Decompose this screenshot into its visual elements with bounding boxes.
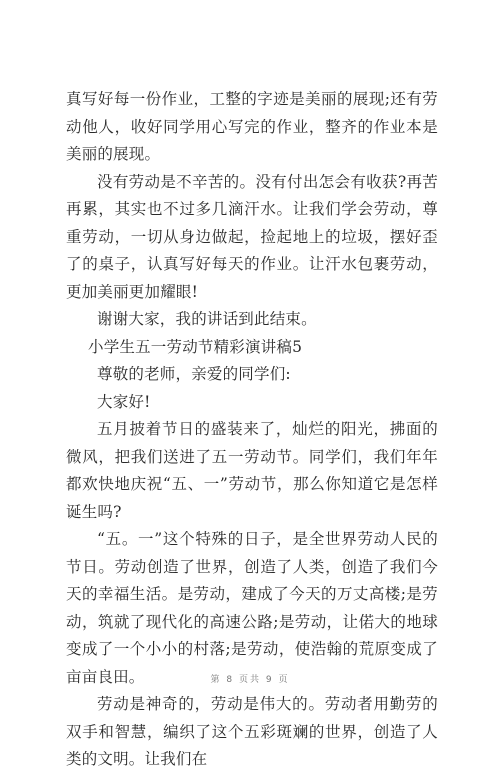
paragraph-8: “五。一”这个特殊的日子，是全世界劳动人民的节日。劳动创造了世界，创造了人类，创造了我们今天的幸福生活。是劳动，建成了今天的万丈高楼;是劳动，筑就了现代化的高速公路;是劳动，让偌大的地球变成了一个小小的村落;是劳动，使浩翰的荒原变成了亩亩良田。 [66,530,438,686]
section-title: 小学生五一劳动节精彩演讲稿5 [88,337,303,356]
greeting: 大家好! [97,392,151,411]
page-number-footer: 第 8 页共 9 页 [210,675,290,685]
paragraph-7: 五月披着节日的盛装来了，灿烂的阳光，拂面的微风，把我们送进了五一劳动节。同学们，我们年年都欢快地庆祝“五、一”劳动节，那么你知道它是怎样诞生吗? [66,420,438,521]
paragraph-3: 谢谢大家，我的讲话到此结束。 [97,310,317,328]
paragraph-9: 劳动是神奇的，劳动是伟大的。劳动者用勤劳的双手和智慧，编织了这个五彩斑斓的世界，创造了人类的文明。让我们在 [66,695,438,768]
paragraph-2: 没有劳动是不辛苦的。没有付出怎会有收获?再苦再累，其实也不过多几滴汗水。让我们学会劳动，尊重劳动，一切从身边做起，捡起地上的垃圾，摆好歪了的桌子，认真写好每天的作业。让汗水包裹劳动，更加美丽更加耀眼! [66,172,438,301]
salutation: 尊敬的老师，亲爱的同学们: [97,365,291,383]
paragraph-1: 真写好每一份作业，工整的字迹是美丽的展现;还有劳动他人，收好同学用心写完的作业，整齐的作业本是美丽的展现。 [66,90,438,163]
document-body [66,86,438,774]
